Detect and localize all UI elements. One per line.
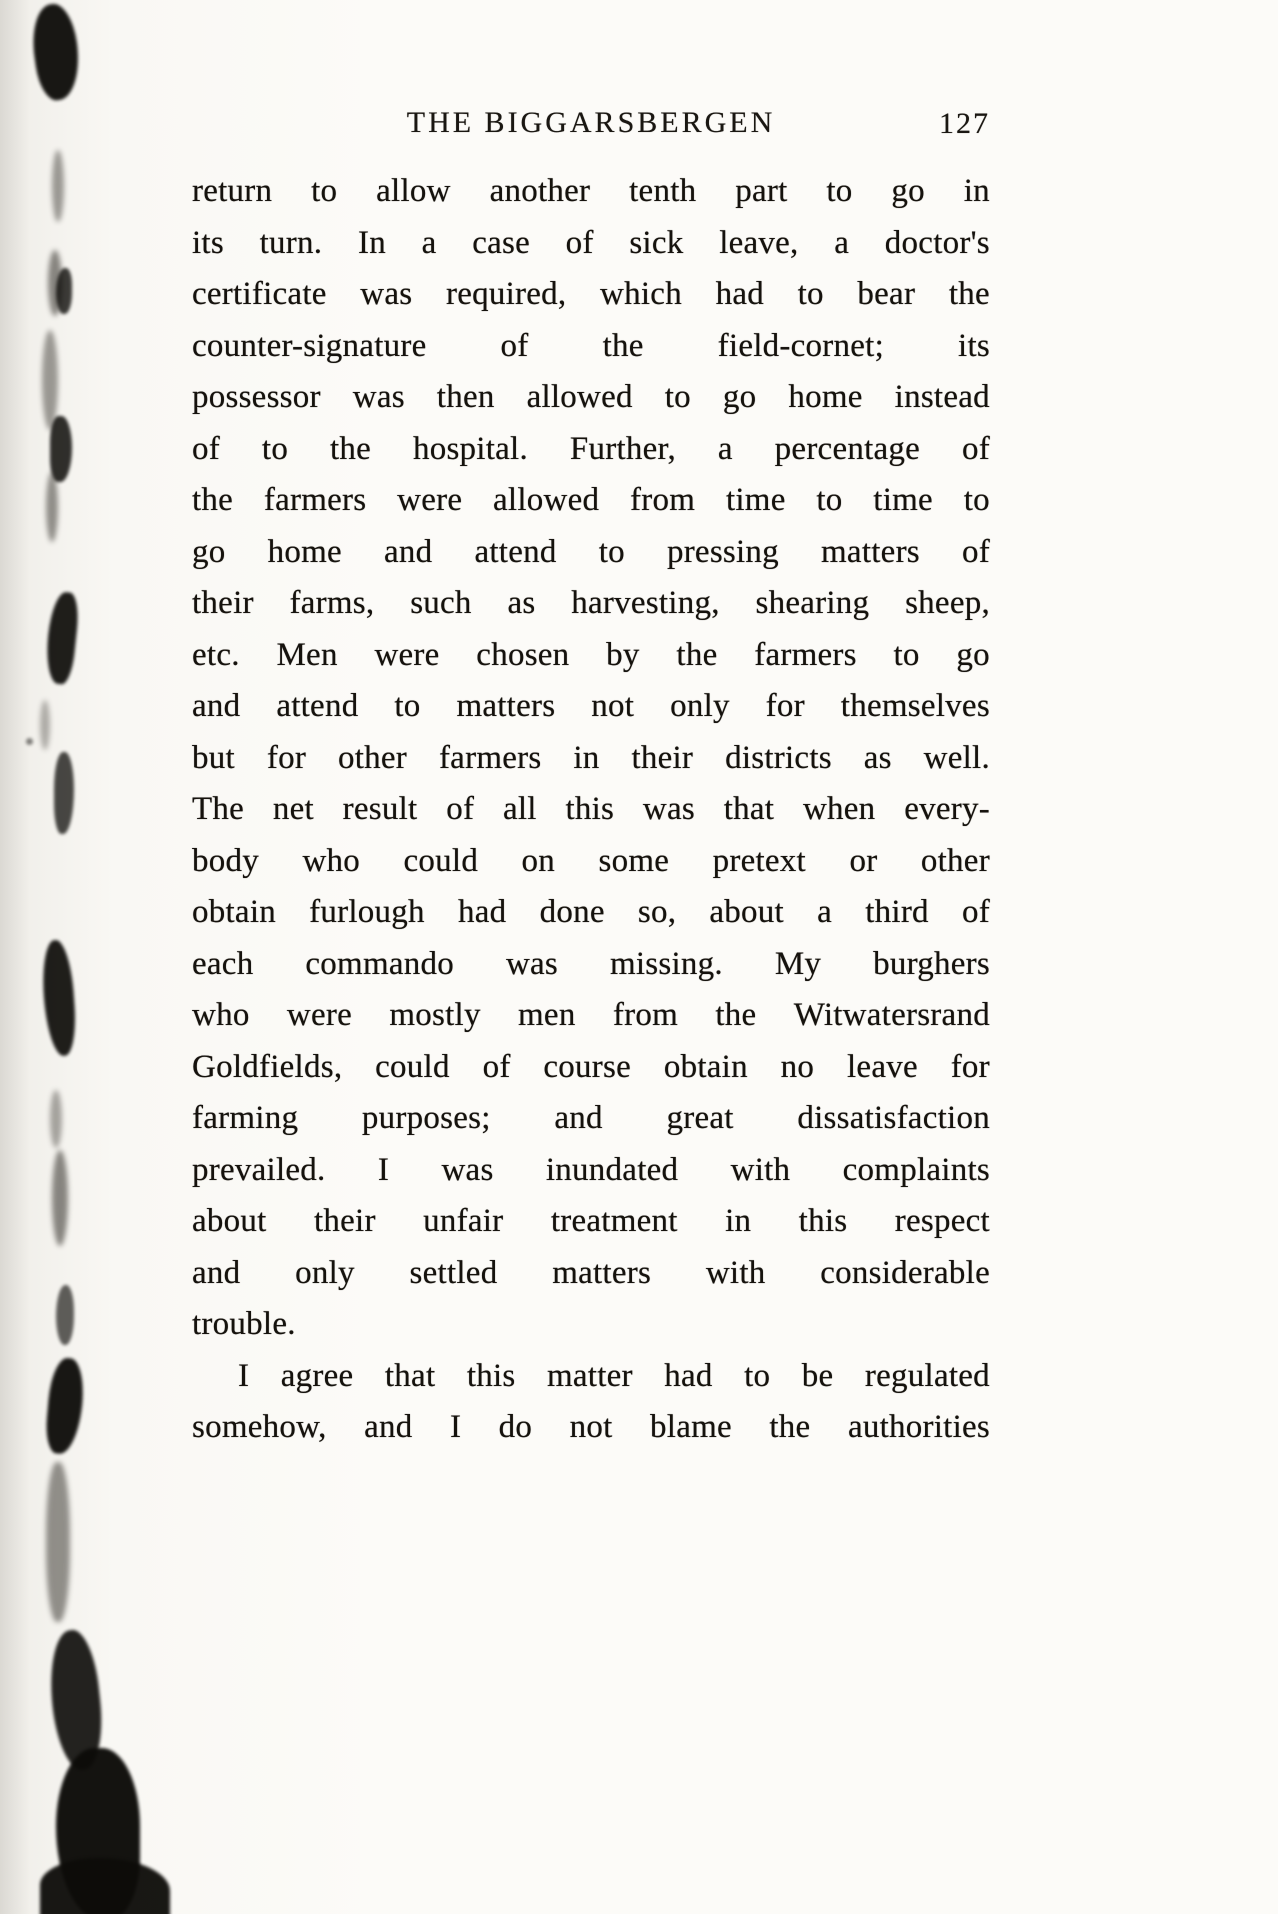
text-line: somehow, and I do not blame the authorities (192, 1409, 990, 1445)
text-line: farming purposes; and great dissatisfaction (192, 1100, 990, 1136)
text-line: about their unfair treatment in this respect (192, 1203, 990, 1239)
text-line: Goldfields, could of course obtain no leave for (192, 1048, 990, 1085)
ink-blob (56, 268, 72, 314)
page-number: 127 (939, 107, 990, 140)
ink-blob (43, 591, 80, 685)
ink-blob (46, 1462, 70, 1622)
ink-blob (28, 1, 85, 102)
ink-blob (44, 1357, 86, 1456)
text-line: possessor was then allowed to go home instead (192, 379, 990, 415)
running-title: THE BIGGARSBERGEN (406, 106, 776, 139)
body-text (192, 166, 990, 1454)
text-line: I agree that this matter had to be regulated (238, 1357, 990, 1394)
text-line: prevailed. I was inundated with complaints (192, 1151, 990, 1188)
ink-blob (52, 1150, 68, 1246)
ink-blob (54, 752, 74, 834)
ink-blob (40, 1858, 170, 1914)
ink-blob (50, 1090, 62, 1148)
text-line: each commando was missing. My burghers (192, 945, 990, 982)
page-header (192, 106, 990, 152)
text-line: obtain furlough had done so, about a third of (192, 894, 990, 930)
text-line: their farms, such as harvesting, shearing sheep, (192, 585, 990, 621)
text-line: counter-signature of the field-cornet; its (192, 327, 990, 364)
page-edge-shadow (0, 0, 30, 1914)
text-line: trouble. (192, 1306, 296, 1342)
ink-blob (40, 939, 78, 1057)
text-line: and only settled matters with considerable (192, 1254, 990, 1291)
ink-blob (56, 1285, 74, 1345)
text-line: go home and attend to pressing matters of (192, 533, 990, 570)
ink-blob (26, 738, 33, 745)
text-line: body who could on some pretext or other (192, 842, 990, 879)
text-line: return to allow another tenth part to go in (192, 173, 990, 209)
text-line: etc. Men were chosen by the farmers to go (192, 636, 990, 673)
text-line: of to the hospital. Further, a percentage of (192, 430, 990, 467)
text-line: who were mostly men from the Witwatersrand (192, 997, 990, 1033)
ink-blob (46, 472, 58, 542)
text-line: the farmers were allowed from time to time to (192, 482, 990, 518)
text-line: but for other farmers in their districts as well. (192, 739, 990, 776)
text-line: certificate was required, which had to bear the (192, 276, 990, 312)
ink-blob (42, 330, 58, 430)
text-line: The net result of all this was that when every- (192, 791, 990, 827)
text-line: and attend to matters not only for themselves (192, 688, 990, 724)
ink-blob (40, 700, 50, 750)
page-content (192, 106, 990, 1454)
ink-blob (52, 150, 64, 222)
text-line: its turn. In a case of sick leave, a doctor's (192, 224, 990, 261)
